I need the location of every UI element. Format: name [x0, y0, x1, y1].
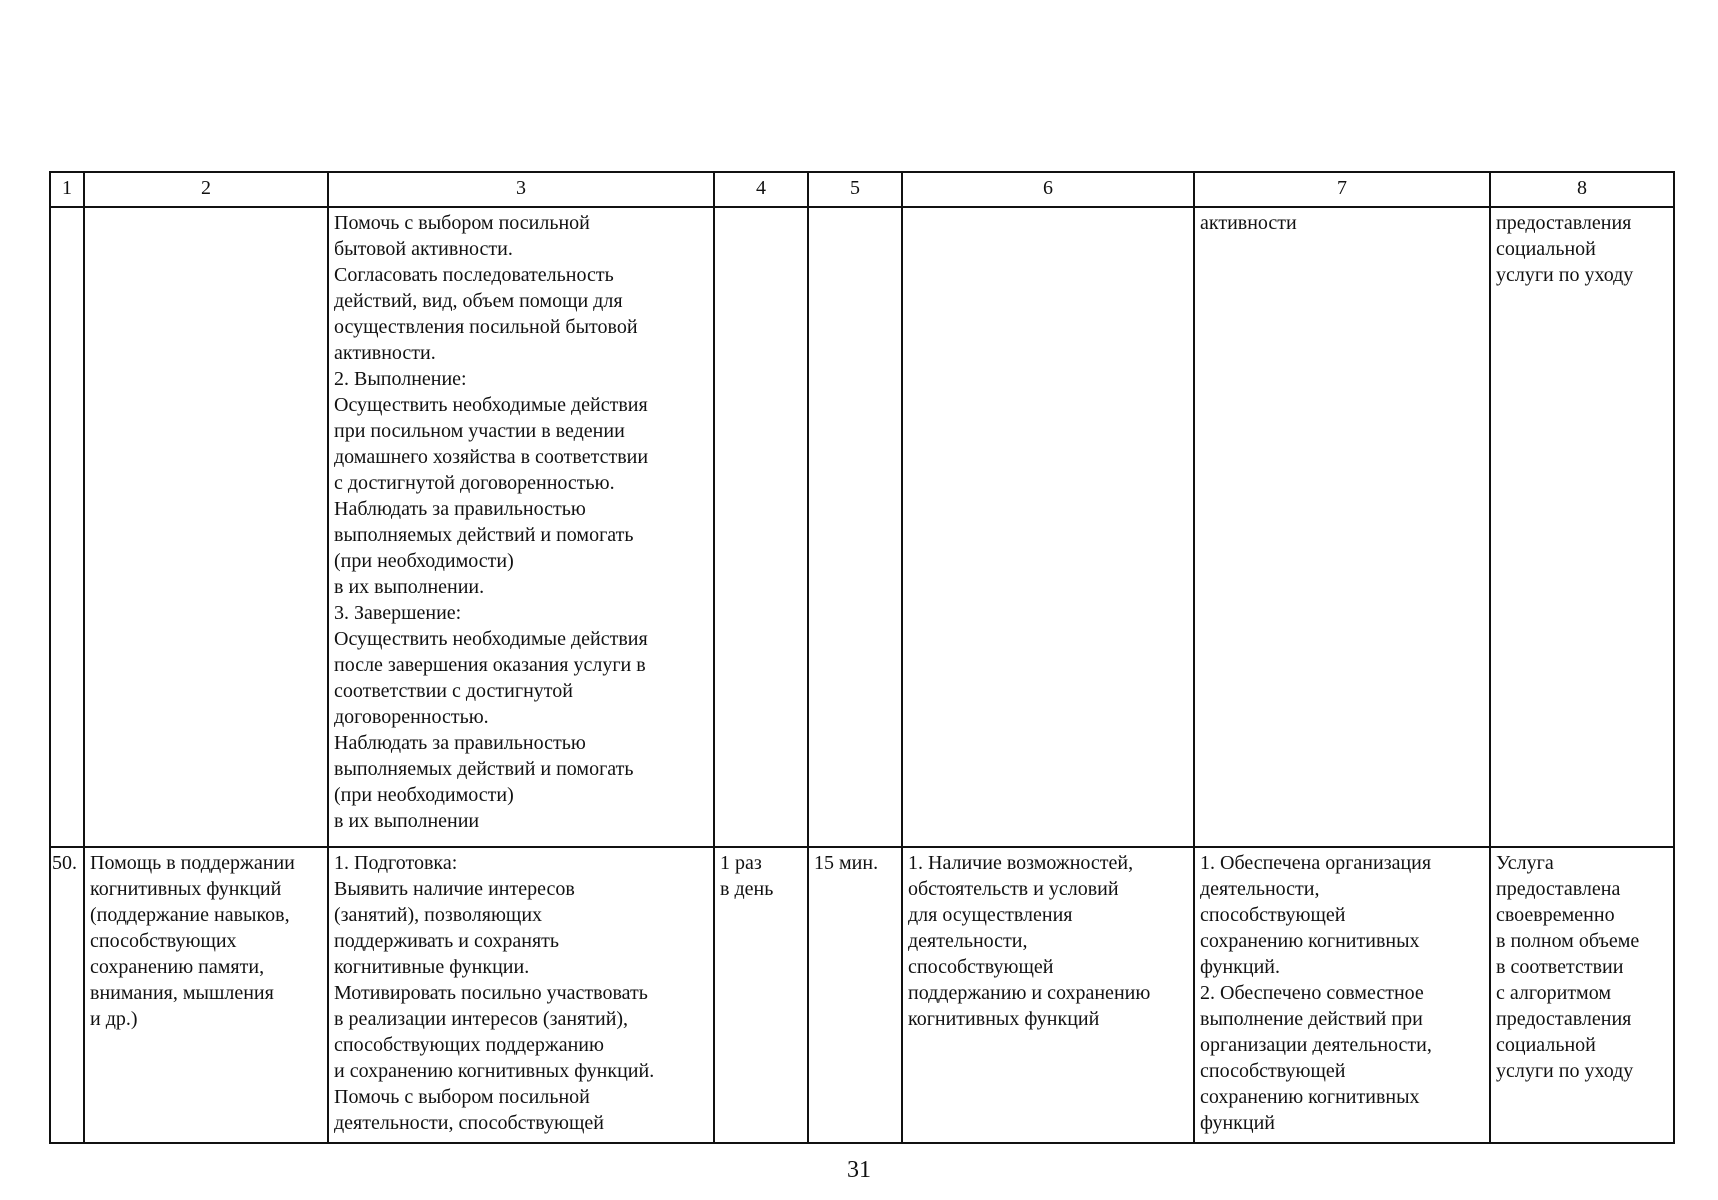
frequency-cell [714, 847, 808, 1143]
row-number-cell [50, 207, 84, 847]
cell-text-line: социальной [1496, 1034, 1596, 1056]
cell-text-line: деятельности, способствующей [334, 1112, 604, 1134]
cell-text-line: (поддержание навыков, [90, 904, 290, 926]
column-number-cell: 3 [328, 172, 714, 207]
cell-text-line: 2. Обеспечено совместное [1200, 982, 1424, 1004]
column-numbers-row [50, 172, 1674, 207]
column-number-cell: 8 [1490, 172, 1674, 207]
cell-text-line: способствующих поддержанию [334, 1034, 604, 1056]
conditions-cell [902, 847, 1194, 1143]
table-row-50 [50, 847, 1674, 1143]
cell-text-line: в соответствии [1496, 956, 1624, 978]
cell-text-line: своевременно [1496, 904, 1615, 926]
cell-text-line: в их выполнении [334, 810, 480, 832]
cell-text-line: в день [720, 878, 774, 900]
duration-cell [808, 207, 902, 847]
cell-text-line: с достигнутой договоренностью. [334, 472, 615, 494]
cell-text-line: Наблюдать за правильностью [334, 732, 586, 754]
column-number-cell: 6 [902, 172, 1194, 207]
cell-text-line: 1. Обеспечена организация [1200, 852, 1432, 874]
cell-text-line: 1 раз [720, 852, 762, 874]
cell-text-line: для осуществления [908, 904, 1073, 926]
cell-text-line: (при необходимости) [334, 550, 514, 572]
cell-text-line: социальной [1496, 238, 1596, 260]
cell-text-line: 2. Выполнение: [334, 368, 467, 390]
cell-text-line: функций. [1200, 956, 1280, 978]
cell-text-line: 3. Завершение: [334, 602, 462, 624]
cell-text-line: сохранению памяти, [90, 956, 265, 978]
service-name-cell [84, 207, 328, 847]
cell-text-line: 1. Наличие возможностей, [908, 852, 1134, 874]
cell-text-line: Осуществить необходимые действия [334, 628, 648, 650]
cell-text-line: бытовой активности. [334, 238, 513, 260]
cell-text-line: предоставления [1496, 1008, 1632, 1030]
column-number-cell: 2 [84, 172, 328, 207]
cell-text-line: Помочь с выбором посильной [334, 212, 590, 234]
cell-text-line: когнитивных функций [908, 1008, 1100, 1030]
column-number-cell: 7 [1194, 172, 1490, 207]
cell-text-line: и сохранению когнитивных функций. [334, 1060, 655, 1082]
cell-text-line: с алгоритмом [1496, 982, 1611, 1004]
cell-text-line: действий, вид, объем помощи для [334, 290, 623, 312]
service-name-cell [84, 847, 328, 1143]
cell-text-line: активности. [334, 342, 436, 364]
services-table [49, 171, 1675, 1144]
cell-text-line: выполняемых действий и помогать [334, 524, 634, 546]
quality-assessment-cell [1490, 207, 1674, 847]
cell-text-line: услуги по уходу [1496, 1060, 1634, 1082]
cell-text-line: функций [1200, 1112, 1275, 1134]
cell-text-line: Выявить наличие интересов [334, 878, 575, 900]
cell-text-line: предоставления [1496, 212, 1632, 234]
cell-text-line: предоставлена [1496, 878, 1621, 900]
cell-text-line: поддержанию и сохранению [908, 982, 1151, 1004]
column-number-cell: 4 [714, 172, 808, 207]
cell-text-line: поддерживать и сохранять [334, 930, 559, 952]
cell-text-line: сохранению когнитивных [1200, 1086, 1420, 1108]
cell-text-line: Помочь с выбором посильной [334, 1086, 590, 1108]
cell-text-line: способствующей [1200, 904, 1346, 926]
results-cell [1194, 847, 1490, 1143]
cell-text-line: (при необходимости) [334, 784, 514, 806]
cell-text-line: после завершения оказания услуги в [334, 654, 646, 676]
cell-text-line: Согласовать последовательность [334, 264, 614, 286]
results-cell [1194, 207, 1490, 847]
row-number-cell [50, 847, 84, 1143]
cell-text-line: соответствии с достигнутой [334, 680, 573, 702]
cell-text-line: в реализации интересов (занятий), [334, 1008, 629, 1030]
cell-text-line: обстоятельств и условий [908, 878, 1119, 900]
cell-text-line: активности [1200, 212, 1297, 234]
cell-text-line: в их выполнении. [334, 576, 485, 598]
cell-text-line: выполнение действий при [1200, 1008, 1423, 1030]
cell-text-line: 1. Подготовка: [334, 852, 458, 874]
cell-text-line: услуги по уходу [1496, 264, 1634, 286]
cell-text-line: деятельности, [1200, 878, 1320, 900]
cell-text-line: 15 мин. [814, 852, 879, 874]
cell-text-line: при посильном участии в ведении [334, 420, 625, 442]
cell-text-line: сохранению когнитивных [1200, 930, 1420, 952]
cell-text-line: Услуга [1496, 852, 1554, 874]
cell-text-line: Мотивировать посильно участвовать [334, 982, 648, 1004]
cell-text-line: деятельности, [908, 930, 1028, 952]
quality-assessment-cell [1490, 847, 1674, 1143]
cell-text-line: способствующей [1200, 1060, 1346, 1082]
duration-cell [808, 847, 902, 1143]
column-number-cell: 5 [808, 172, 902, 207]
cell-text-line: когнитивные функции. [334, 956, 530, 978]
cell-text-line: организации деятельности, [1200, 1034, 1432, 1056]
service-description-cell [328, 207, 714, 847]
cell-text-line: способствующих [90, 930, 237, 952]
cell-text-line: Наблюдать за правильностью [334, 498, 586, 520]
cell-text-line: и др.) [90, 1008, 138, 1030]
cell-text-line: когнитивных функций [90, 878, 282, 900]
cell-text-line: Осуществить необходимые действия [334, 394, 648, 416]
cell-text-line: способствующей [908, 956, 1054, 978]
cell-text-line: домашнего хозяйства в соответствии [334, 446, 649, 468]
cell-text-line: осуществления посильной бытовой [334, 316, 638, 338]
column-number-cell: 1 [50, 172, 84, 207]
cell-text-line: 50. [52, 852, 77, 874]
service-description-cell [328, 847, 714, 1143]
conditions-cell [902, 207, 1194, 847]
cell-text-line: выполняемых действий и помогать [334, 758, 634, 780]
cell-text-line: договоренностью. [334, 706, 489, 728]
cell-text-line: (занятий), позволяющих [334, 904, 543, 926]
table-row-continued [50, 207, 1674, 847]
page-number: 31 [847, 1157, 871, 1183]
cell-text-line: Помощь в поддержании [90, 852, 295, 874]
frequency-cell [714, 207, 808, 847]
cell-text-line: в полном объеме [1496, 930, 1640, 952]
cell-text-line: внимания, мышления [90, 982, 274, 1004]
